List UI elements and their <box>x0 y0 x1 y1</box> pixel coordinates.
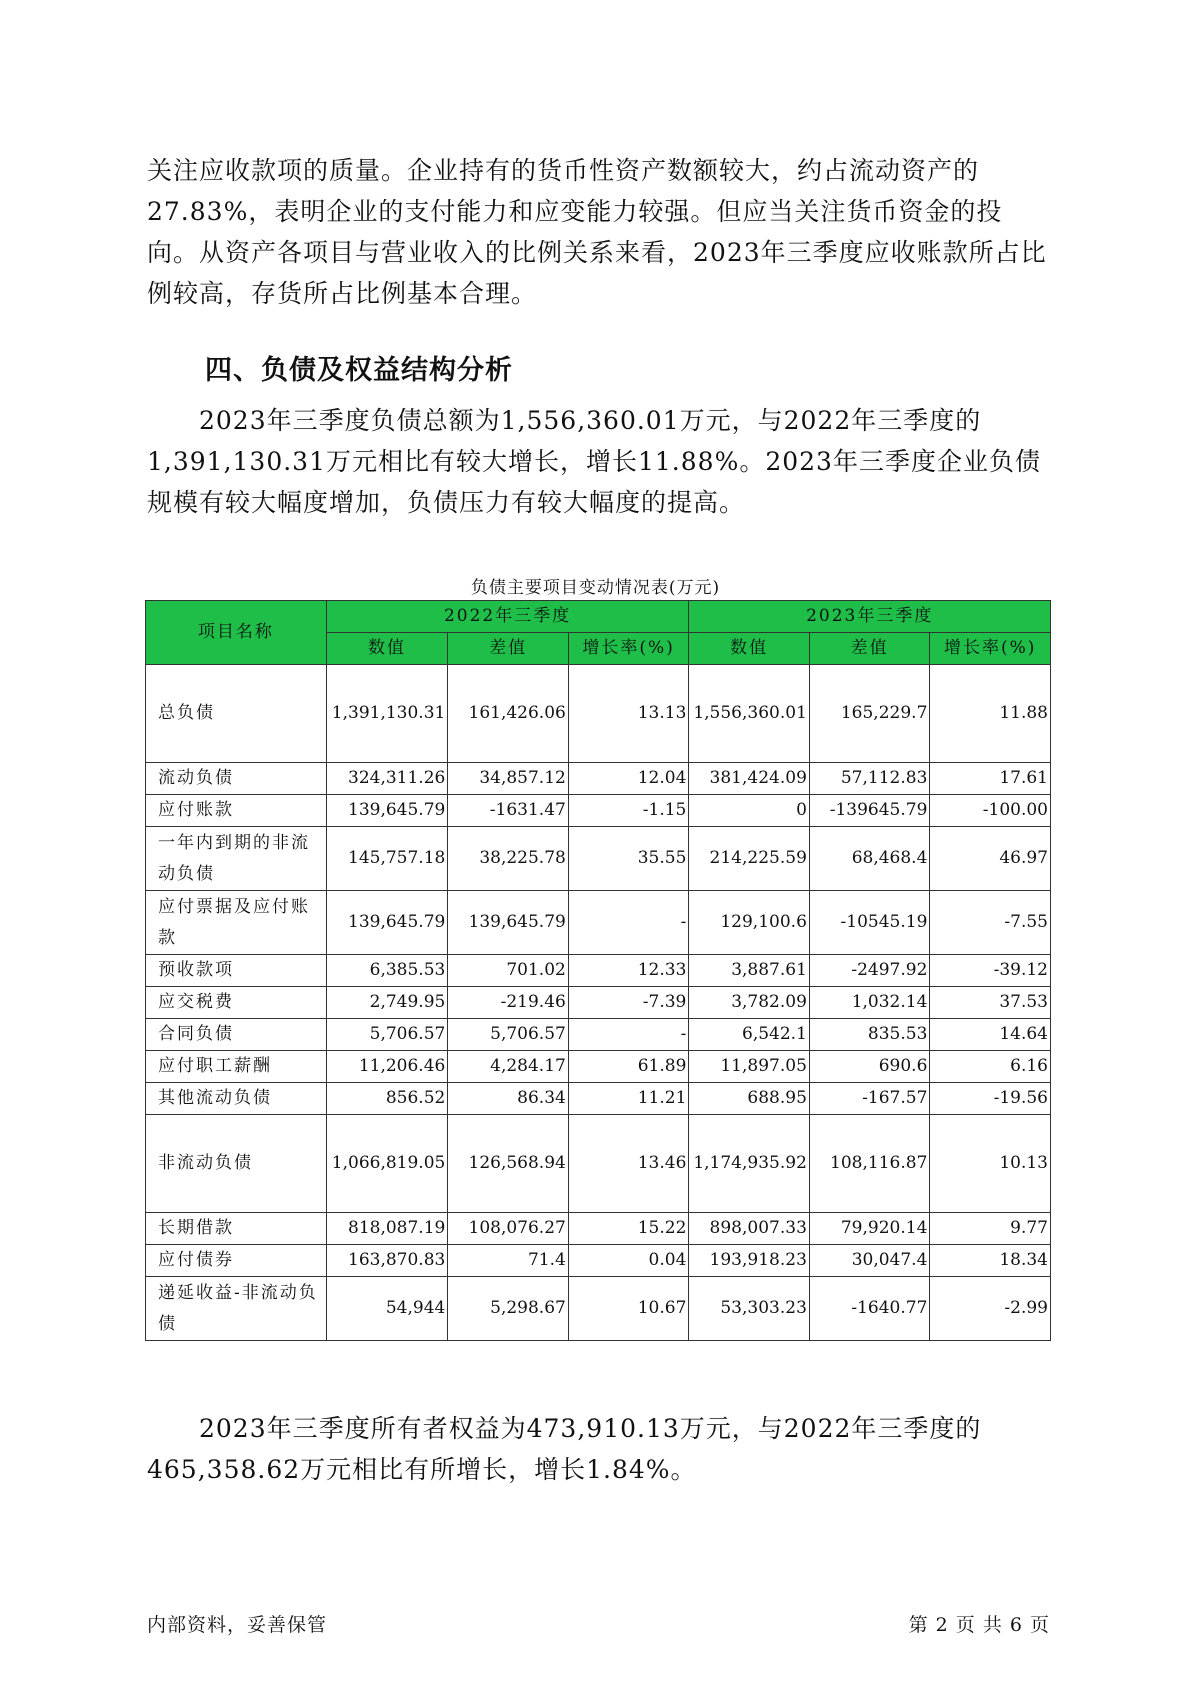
row-cell-g2022: 13.13 <box>568 665 689 763</box>
header-diff-2023: 差值 <box>809 633 930 665</box>
row-cell-g2023: -100.00 <box>930 795 1051 827</box>
row-item-name: 合同负债 <box>146 1019 327 1051</box>
row-cell-g2022: - <box>568 891 689 955</box>
row-cell-g2022: -1.15 <box>568 795 689 827</box>
row-cell-d2022: 5,706.57 <box>448 1019 569 1051</box>
table-row <box>146 827 1051 891</box>
row-cell-d2022: 139,645.79 <box>448 891 569 955</box>
row-cell-g2023: -39.12 <box>930 955 1051 987</box>
row-cell-d2023: 79,920.14 <box>809 1213 930 1245</box>
row-cell-g2022: 15.22 <box>568 1213 689 1245</box>
row-cell-g2022: 10.67 <box>568 1277 689 1341</box>
row-cell-g2022: 35.55 <box>568 827 689 891</box>
footer-page-number: 第 2 页 共 6 页 <box>908 1614 1050 1636</box>
row-cell-v2023: 3,887.61 <box>689 955 810 987</box>
row-cell-g2022: 12.04 <box>568 763 689 795</box>
header-period-2022: 2022年三季度 <box>326 601 689 633</box>
header-diff-2022: 差值 <box>448 633 569 665</box>
equity-paragraph: 2023年三季度所有者权益为473,910.13万元，与2022年三季度的465,358.62万元相比有所增长，增长1.84%。 <box>147 1414 982 1484</box>
row-cell-v2022: 139,645.79 <box>326 891 448 955</box>
row-item-name: 预收款项 <box>146 955 327 987</box>
row-cell-g2023: 37.53 <box>930 987 1051 1019</box>
row-item-name: 非流动负债 <box>146 1115 327 1213</box>
table-row <box>146 1245 1051 1277</box>
row-cell-g2022: 61.89 <box>568 1051 689 1083</box>
footer-confidential-note: 内部资料，妥善保管 <box>147 1614 328 1636</box>
row-cell-v2023: 1,556,360.01 <box>689 665 810 763</box>
row-cell-v2022: 324,311.26 <box>326 763 448 795</box>
row-cell-v2023: 53,303.23 <box>689 1277 810 1341</box>
row-cell-g2022: - <box>568 1019 689 1051</box>
row-item-name: 长期借款 <box>146 1213 327 1245</box>
row-cell-v2022: 2,749.95 <box>326 987 448 1019</box>
row-cell-g2023: 9.77 <box>930 1213 1051 1245</box>
row-cell-v2023: 688.95 <box>689 1083 810 1115</box>
row-cell-v2022: 11,206.46 <box>326 1051 448 1083</box>
row-cell-d2022: 71.4 <box>448 1245 569 1277</box>
row-item-name: 应付票据及应付账款 <box>146 891 327 955</box>
row-item-name: 递延收益-非流动负债 <box>146 1277 327 1341</box>
table-row <box>146 1083 1051 1115</box>
row-item-name: 总负债 <box>146 665 327 763</box>
table-row <box>146 891 1051 955</box>
row-cell-d2023: -167.57 <box>809 1083 930 1115</box>
row-cell-d2023: 30,047.4 <box>809 1245 930 1277</box>
table-body <box>146 665 1051 1341</box>
row-cell-d2023: 690.6 <box>809 1051 930 1083</box>
row-cell-v2023: 214,225.59 <box>689 827 810 891</box>
row-cell-d2022: 38,225.78 <box>448 827 569 891</box>
row-cell-d2022: 126,568.94 <box>448 1115 569 1213</box>
table-row <box>146 955 1051 987</box>
header-item-name: 项目名称 <box>146 601 327 665</box>
row-cell-g2023: -2.99 <box>930 1277 1051 1341</box>
section-heading: 四、负债及权益结构分析 <box>205 355 513 386</box>
row-cell-d2023: 1,032.14 <box>809 987 930 1019</box>
row-item-name: 其他流动负债 <box>146 1083 327 1115</box>
row-cell-d2023: 165,229.7 <box>809 665 930 763</box>
row-cell-v2022: 818,087.19 <box>326 1213 448 1245</box>
row-cell-v2023: 6,542.1 <box>689 1019 810 1051</box>
header-value-2023: 数值 <box>689 633 810 665</box>
header-value-2022: 数值 <box>326 633 448 665</box>
liability-paragraph: 2023年三季度负债总额为1,556,360.01万元，与2022年三季度的1,391,130.31万元相比有较大增长，增长11.88%。2023年三季度企业负债规模有较大幅度增加，负债压力有较大幅度的提高。 <box>147 406 1041 517</box>
row-cell-g2022: 12.33 <box>568 955 689 987</box>
row-item-name: 应付职工薪酬 <box>146 1051 327 1083</box>
row-cell-v2022: 6,385.53 <box>326 955 448 987</box>
table-row <box>146 987 1051 1019</box>
row-cell-v2022: 1,391,130.31 <box>326 665 448 763</box>
row-cell-d2022: 34,857.12 <box>448 763 569 795</box>
row-cell-v2022: 139,645.79 <box>326 795 448 827</box>
header-period-2023: 2023年三季度 <box>689 601 1051 633</box>
row-cell-v2023: 3,782.09 <box>689 987 810 1019</box>
row-cell-v2023: 381,424.09 <box>689 763 810 795</box>
row-cell-g2022: 11.21 <box>568 1083 689 1115</box>
table-row <box>146 795 1051 827</box>
row-cell-g2023: 18.34 <box>930 1245 1051 1277</box>
row-cell-g2023: 46.97 <box>930 827 1051 891</box>
row-item-name: 应交税费 <box>146 987 327 1019</box>
row-cell-d2023: 68,468.4 <box>809 827 930 891</box>
row-item-name: 流动负债 <box>146 763 327 795</box>
row-cell-d2022: -1631.47 <box>448 795 569 827</box>
table-row <box>146 1213 1051 1245</box>
row-cell-d2023: -1640.77 <box>809 1277 930 1341</box>
table-row <box>146 1277 1051 1341</box>
row-cell-v2022: 163,870.83 <box>326 1245 448 1277</box>
row-cell-g2023: 10.13 <box>930 1115 1051 1213</box>
table-row <box>146 1115 1051 1213</box>
row-cell-v2022: 1,066,819.05 <box>326 1115 448 1213</box>
row-cell-g2023: 14.64 <box>930 1019 1051 1051</box>
row-cell-g2023: 11.88 <box>930 665 1051 763</box>
table-row <box>146 763 1051 795</box>
row-cell-v2023: 898,007.33 <box>689 1213 810 1245</box>
row-cell-d2023: 57,112.83 <box>809 763 930 795</box>
table-row <box>146 1051 1051 1083</box>
row-cell-d2023: -139645.79 <box>809 795 930 827</box>
row-cell-v2022: 54,944 <box>326 1277 448 1341</box>
row-cell-d2022: 108,076.27 <box>448 1213 569 1245</box>
row-cell-v2023: 1,174,935.92 <box>689 1115 810 1213</box>
row-cell-g2023: 17.61 <box>930 763 1051 795</box>
row-cell-v2023: 193,918.23 <box>689 1245 810 1277</box>
liability-table <box>145 600 1051 1341</box>
row-cell-d2022: 161,426.06 <box>448 665 569 763</box>
row-cell-d2022: 4,284.17 <box>448 1051 569 1083</box>
row-cell-g2022: -7.39 <box>568 987 689 1019</box>
header-growth-2023: 增长率(%) <box>930 633 1051 665</box>
row-cell-v2022: 5,706.57 <box>326 1019 448 1051</box>
row-cell-v2023: 0 <box>689 795 810 827</box>
row-cell-v2023: 11,897.05 <box>689 1051 810 1083</box>
row-cell-d2023: -10545.19 <box>809 891 930 955</box>
row-cell-v2023: 129,100.6 <box>689 891 810 955</box>
table-caption: 负债主要项目变动情况表(万元) <box>470 578 721 598</box>
row-cell-g2023: -19.56 <box>930 1083 1051 1115</box>
row-cell-v2022: 145,757.18 <box>326 827 448 891</box>
row-cell-d2022: 5,298.67 <box>448 1277 569 1341</box>
row-item-name: 一年内到期的非流动负债 <box>146 827 327 891</box>
table-row <box>146 1019 1051 1051</box>
row-item-name: 应付债券 <box>146 1245 327 1277</box>
row-cell-g2023: 6.16 <box>930 1051 1051 1083</box>
row-cell-d2023: -2497.92 <box>809 955 930 987</box>
header-growth-2022: 增长率(%) <box>568 633 689 665</box>
row-item-name: 应付账款 <box>146 795 327 827</box>
table-row <box>146 665 1051 763</box>
row-cell-d2022: 86.34 <box>448 1083 569 1115</box>
row-cell-d2023: 108,116.87 <box>809 1115 930 1213</box>
row-cell-d2022: -219.46 <box>448 987 569 1019</box>
row-cell-g2022: 0.04 <box>568 1245 689 1277</box>
row-cell-d2022: 701.02 <box>448 955 569 987</box>
row-cell-g2023: -7.55 <box>930 891 1051 955</box>
row-cell-v2022: 856.52 <box>326 1083 448 1115</box>
row-cell-d2023: 835.53 <box>809 1019 930 1051</box>
intro-paragraph: 关注应收款项的质量。企业持有的货币性资产数额较大，约占流动资产的27.83%，表明企业的支付能力和应变能力较强。但应当关注货币资金的投向。从资产各项目与营业收入的比例关系来看，2023年三季度应收账款所占比例较高，存货所占比例基本合理。 <box>147 156 1047 308</box>
row-cell-g2022: 13.46 <box>568 1115 689 1213</box>
